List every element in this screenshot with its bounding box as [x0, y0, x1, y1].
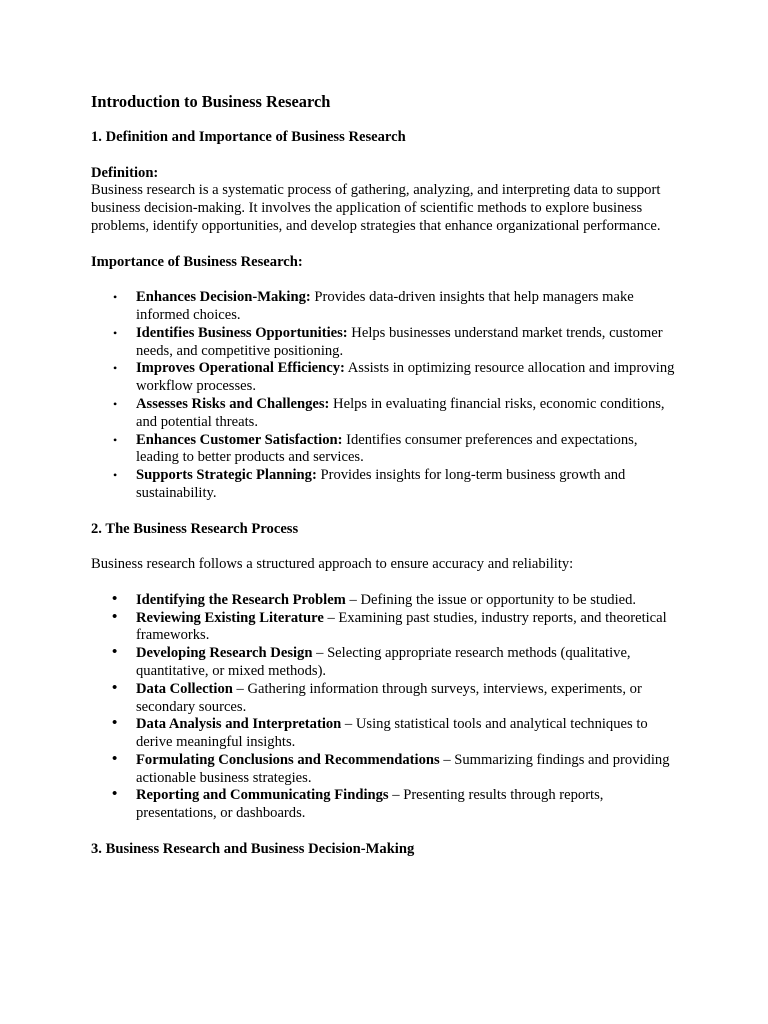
bullet-icon: • — [112, 644, 118, 661]
section-2-heading: 2. The Business Research Process — [91, 520, 299, 537]
list-item-term: Enhances Decision-Making: — [136, 289, 311, 306]
importance-list — [91, 289, 681, 503]
bullet-icon: • — [113, 290, 118, 305]
list-item — [91, 645, 681, 681]
list-item — [91, 360, 681, 396]
list-item-term: Identifying the Research Problem — [136, 591, 346, 608]
list-item-term: Enhances Customer Satisfaction: — [136, 431, 343, 448]
list-item-term: Reviewing Existing Literature — [136, 609, 324, 626]
process-intro: Business research follows a structured approach to ensure accuracy and reliability: — [91, 556, 574, 573]
bullet-icon: • — [112, 750, 118, 767]
list-item-text: – Defining the issue or opportunity to be studied. — [345, 591, 637, 608]
list-item-text: Helps businesses understand market trends, customer needs, and competitive positioning. — [136, 324, 663, 359]
list-item-term: Assesses Risks and Challenges: — [136, 395, 330, 412]
list-item-term: Improves Operational Efficiency: — [136, 360, 345, 377]
list-item-text: – Summarizing findings and providing actionable business strategies. — [136, 751, 670, 786]
list-item-text: – Presenting results through reports, presentations, or dashboards. — [136, 787, 604, 822]
list-item — [91, 610, 681, 646]
list-item-text: Provides data-driven insights that help managers make informed choices. — [136, 289, 634, 323]
bullet-icon: • — [112, 608, 118, 625]
bullet-icon: • — [113, 396, 118, 411]
document-title: Introduction to Business Research — [91, 92, 331, 111]
list-item-text: Provides insights for long-term business growth and sustainability. — [136, 467, 626, 501]
definition-paragraph: Business research is a systematic process of gathering, analyzing, and interpreting data to support business decision-making. It involves the application of scientific methods to explore business problems, identify opportunities, and develop strategies that enhance organizational performance. — [91, 182, 661, 234]
list-item — [91, 592, 681, 610]
list-item-term: Supports Strategic Planning: — [136, 467, 317, 484]
bullet-icon: • — [113, 325, 118, 340]
bullet-icon: • — [113, 468, 118, 483]
definition-label: Definition: — [91, 164, 159, 181]
list-item-text: – Selecting appropriate research methods (qualitative, quantitative, or mixed methods). — [136, 645, 631, 679]
list-item-term: Identifies Business Opportunities: — [136, 324, 348, 341]
list-item — [91, 396, 681, 432]
list-item-text: – Using statistical tools and analytical techniques to derive meaningful insights. — [136, 716, 648, 751]
list-item-text: Helps in evaluating financial risks, economic conditions, and potential threats. — [136, 395, 665, 430]
importance-label: Importance of Business Research: — [91, 253, 303, 270]
bullet-icon: • — [113, 432, 118, 447]
list-item-text: – Examining past studies, industry reports, and theoretical frameworks. — [136, 609, 667, 644]
bullet-icon: • — [112, 590, 118, 607]
list-item-term: Data Collection — [136, 680, 233, 697]
document-body — [91, 92, 681, 876]
list-item-term: Reporting and Communicating Findings — [136, 787, 389, 804]
section-3-heading: 3. Business Research and Business Decision-Making — [91, 840, 415, 857]
list-item — [91, 432, 681, 468]
list-item-text: Identifies consumer preferences and expectations, leading to better products and services. — [136, 431, 638, 466]
bullet-icon: • — [113, 361, 118, 376]
list-item-term: Data Analysis and Interpretation — [136, 716, 342, 733]
list-item — [91, 787, 681, 823]
list-item-text: – Gathering information through surveys, interviews, experiments, or secondary sources. — [136, 680, 642, 715]
list-item-term: Formulating Conclusions and Recommendations — [136, 751, 440, 768]
list-item — [91, 467, 681, 503]
list-item-text: Assists in optimizing resource allocation and improving workflow processes. — [136, 360, 675, 395]
list-item — [91, 325, 681, 361]
process-steps-list — [91, 592, 681, 823]
bullet-icon: • — [112, 715, 118, 732]
list-item — [91, 681, 681, 717]
list-item — [91, 289, 681, 325]
spacer — [91, 271, 681, 289]
section-1-heading: 1. Definition and Importance of Business Research — [91, 129, 406, 145]
list-item — [91, 716, 681, 752]
bullet-icon: • — [112, 786, 118, 803]
list-item — [91, 752, 681, 788]
list-item-term: Developing Research Design — [136, 645, 313, 662]
bullet-icon: • — [112, 679, 118, 696]
